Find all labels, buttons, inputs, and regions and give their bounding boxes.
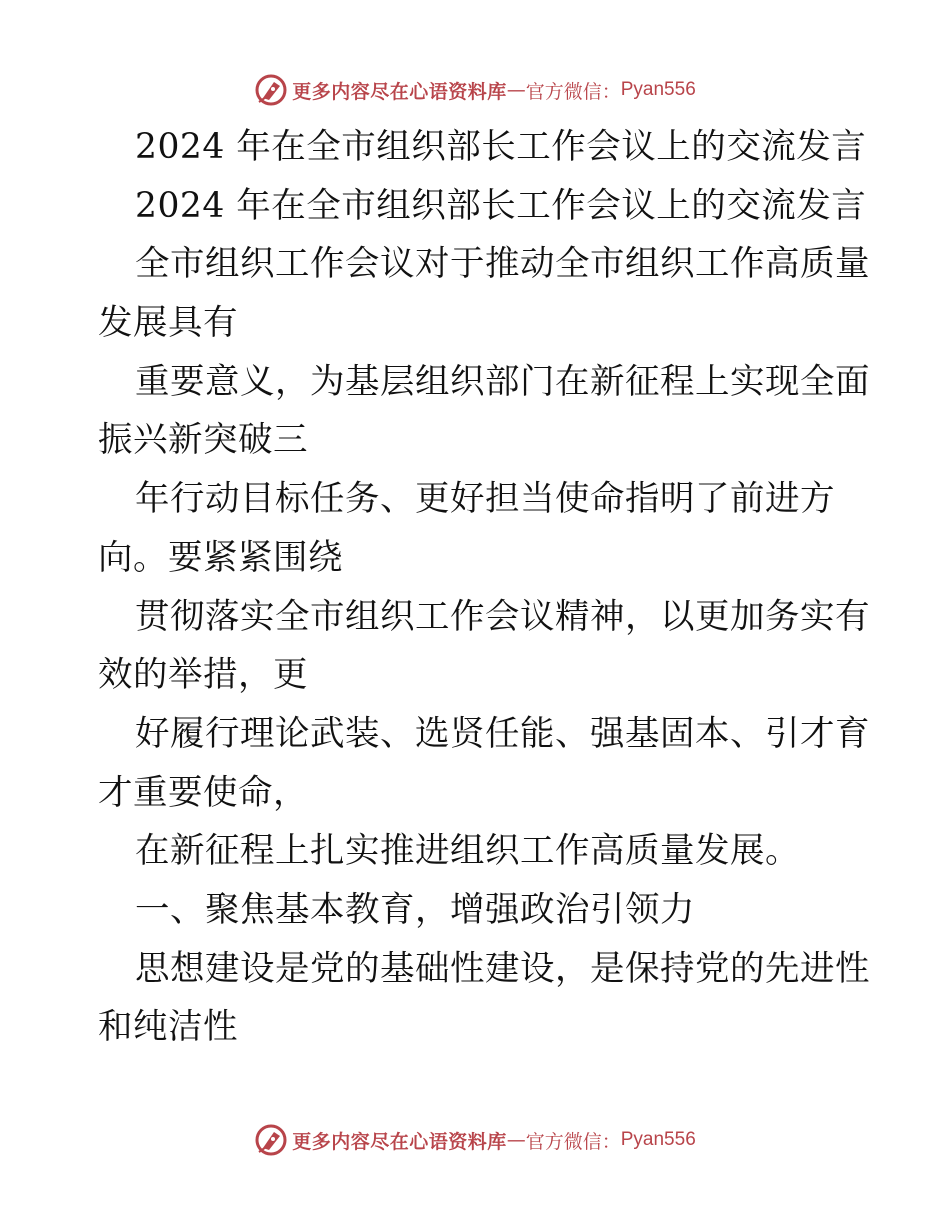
document-line: 才重要使命， — [98, 772, 308, 813]
document-line: 一、聚焦基本教育，增强政治引领力 — [135, 889, 695, 930]
document-line: 振兴新突破三 — [98, 420, 308, 461]
document-line: 向。要紧紧围绕 — [98, 537, 343, 578]
document-line: 重要意义，为基层组织部门在新征程上实现全面 — [135, 361, 870, 402]
footer-watermark-banner — [0, 1120, 950, 1160]
banner-dash: — — [506, 1129, 526, 1151]
banner-wechat-label: 官方微信： — [525, 80, 621, 103]
document-line: 思想建设是党的基础性建设，是保持党的先进性 — [135, 948, 870, 989]
document-line: 全市组织工作会议对于推动全市组织工作高质量 — [135, 244, 870, 285]
document-line: 和纯洁性 — [98, 1007, 238, 1048]
banner-main-text: 更多内容尽在心语资料库 — [292, 1130, 507, 1153]
banner-dash: — — [506, 79, 526, 101]
document-line: 发展具有 — [98, 303, 238, 344]
document-line: 贯彻落实全市组织工作会议精神，以更加务实有 — [135, 596, 870, 637]
pen-nib-logo-icon — [254, 73, 288, 107]
document-line: 年行动目标任务、更好担当使命指明了前进方 — [135, 479, 835, 520]
document-line: 效的举措，更 — [98, 655, 308, 696]
banner-wechat-id: Pyan556 — [620, 1129, 696, 1150]
banner-wechat-label: 官方微信： — [525, 1130, 621, 1153]
document-line: 在新征程上扎实推进组织工作高质量发展。 — [135, 831, 800, 872]
document-body — [98, 118, 870, 1057]
document-line: 2024 年在全市组织部长工作会议上的交流发言 — [135, 127, 867, 167]
header-watermark-banner — [0, 70, 950, 110]
banner-wechat-id: Pyan556 — [620, 79, 696, 100]
document-line: 2024 年在全市组织部长工作会议上的交流发言 — [135, 185, 867, 226]
pen-nib-logo-icon — [254, 1123, 288, 1157]
banner-main-text: 更多内容尽在心语资料库 — [292, 80, 507, 103]
document-line: 好履行理论武装、选贤任能、强基固本、引才育 — [135, 713, 870, 754]
